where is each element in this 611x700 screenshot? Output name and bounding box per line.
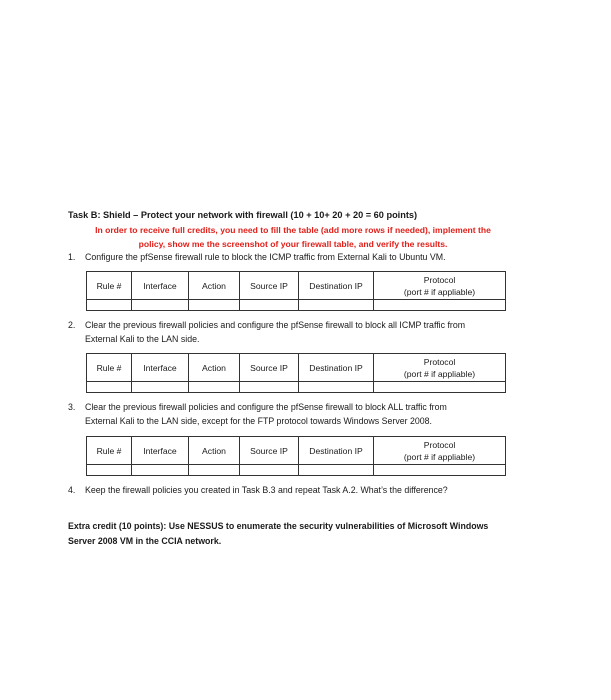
table-cell — [299, 300, 374, 311]
item-text-line-2: External Kali to the LAN side. — [85, 333, 200, 344]
table-row — [87, 382, 506, 393]
task-item-3 — [68, 401, 528, 428]
table-header-row — [87, 354, 506, 382]
header-source-ip: Source IP — [240, 354, 299, 382]
header-rule: Rule # — [87, 272, 132, 300]
item-number: 3. — [68, 402, 76, 412]
header-source-ip: Source IP — [240, 437, 299, 465]
table-row — [87, 465, 506, 476]
protocol-port-note: (port # if appliable) — [403, 286, 476, 297]
item-number: 4. — [68, 485, 76, 495]
table-cell — [374, 465, 506, 476]
table-row — [87, 300, 506, 311]
header-interface: Interface — [132, 272, 189, 300]
extra-credit-line-2: Server 2008 VM in the CCIA network. — [68, 536, 222, 546]
item-number: 2. — [68, 320, 76, 330]
item-text: Configure the pfSense firewall rule to block the ICMP traffic from External Kali to Ubuntu VM. — [85, 252, 446, 262]
notice-line-1: In order to receive full credits, you need to fill the table (add more rows if needed), implement the — [95, 225, 491, 235]
item-text-line-1: Clear the previous firewall policies and configure the pfSense firewall to block all ICMP traffic from — [85, 320, 466, 330]
item-text: Keep the firewall policies you created in Task B.3 and repeat Task A.2. What’s the difference? — [85, 485, 448, 495]
header-rule: Rule # — [87, 354, 132, 382]
table-cell — [132, 300, 189, 311]
header-action: Action — [189, 354, 240, 382]
table-cell — [189, 300, 240, 311]
header-source-ip: Source IP — [240, 272, 299, 300]
header-interface: Interface — [132, 354, 189, 382]
protocol-label: Protocol — [423, 439, 456, 450]
task-item-1 — [68, 251, 528, 265]
protocol-port-note: (port # if appliable) — [403, 368, 476, 379]
table-cell — [374, 300, 506, 311]
table-cell — [299, 382, 374, 393]
header-protocol — [374, 354, 506, 382]
protocol-label: Protocol — [423, 274, 456, 285]
table-cell — [240, 465, 299, 476]
table-cell — [240, 300, 299, 311]
table-cell — [374, 382, 506, 393]
header-destination-ip: Destination IP — [299, 437, 374, 465]
table-header-row — [87, 437, 506, 465]
table-cell — [87, 465, 132, 476]
table-header-row — [87, 272, 506, 300]
header-action: Action — [189, 437, 240, 465]
extra-credit — [68, 519, 528, 549]
table-cell — [132, 382, 189, 393]
table-cell — [299, 465, 374, 476]
table-cell — [132, 465, 189, 476]
item-number: 1. — [68, 252, 76, 262]
header-protocol — [374, 272, 506, 300]
task-item-4 — [68, 484, 528, 498]
extra-credit-line-1: Extra credit (10 points): Use NESSUS to enumerate the security vulnerabilities of Microsoft Windows — [68, 521, 489, 531]
red-notice — [68, 223, 518, 251]
header-action: Action — [189, 272, 240, 300]
protocol-label: Protocol — [423, 356, 456, 367]
table-cell — [240, 382, 299, 393]
firewall-table-1 — [86, 271, 506, 311]
firewall-table-3 — [86, 436, 506, 476]
table-cell — [189, 382, 240, 393]
table-cell — [189, 465, 240, 476]
table-cell — [87, 382, 132, 393]
header-destination-ip: Destination IP — [299, 272, 374, 300]
item-text-line-2: External Kali to the LAN side, except for the FTP protocol towards Windows Server 2008. — [85, 415, 432, 426]
task-item-2 — [68, 319, 528, 346]
header-destination-ip: Destination IP — [299, 354, 374, 382]
header-protocol — [374, 437, 506, 465]
protocol-port-note: (port # if appliable) — [403, 451, 476, 462]
table-cell — [87, 300, 132, 311]
header-rule: Rule # — [87, 437, 132, 465]
header-interface: Interface — [132, 437, 189, 465]
notice-line-2: policy, show me the screenshot of your firewall table, and verify the results. — [138, 239, 448, 249]
firewall-table-2 — [86, 353, 506, 393]
item-text-line-1: Clear the previous firewall policies and configure the pfSense firewall to block ALL traffic from — [85, 402, 447, 412]
task-title: Task B: Shield – Protect your network with firewall (10 + 10+ 20 + 20 = 60 points) — [68, 210, 418, 220]
